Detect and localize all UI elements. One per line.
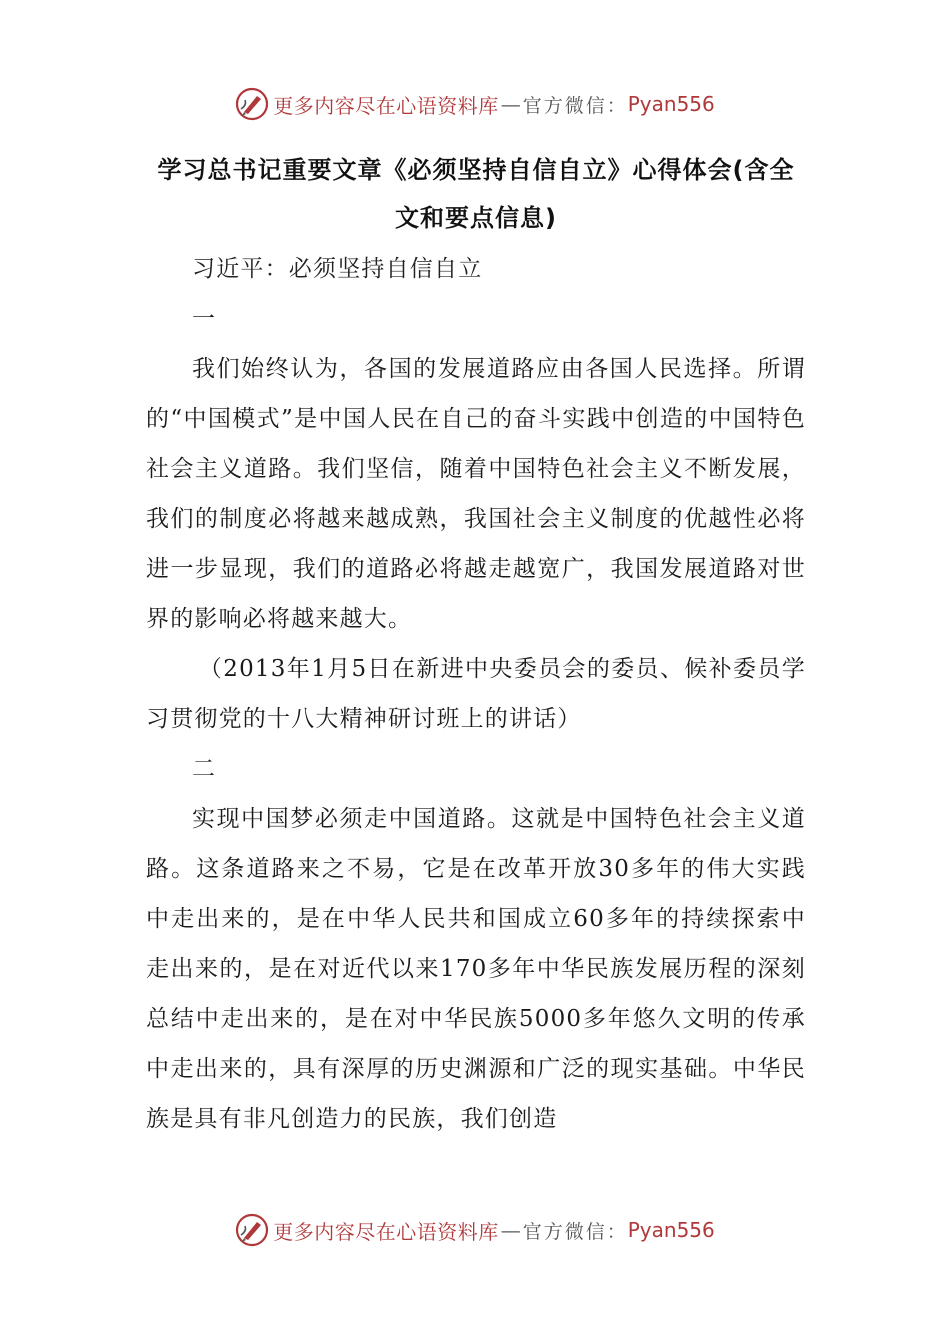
document-body — [146, 146, 806, 1144]
footer-wechat-id: Pyan556 — [627, 1218, 715, 1242]
header-wechat-label: 官方微信： — [522, 94, 628, 117]
pen-seal-logo-icon — [235, 87, 269, 121]
footer-wechat-label: 官方微信： — [522, 1220, 628, 1243]
paragraph-two: 实现中国梦必须走中国道路。这就是中国特色社会主义道路。这条道路来之不易，它是在改革开放30多年的伟大实践中走出来的，是在中华人民共和国成立60多年的持续探索中走出来的，是在对近代以来170多年中华民族发展历程的深刻总结中走出来的，是在对中华民族5000多年悠久文明的传承中走出来的，具有深厚的历史渊源和广泛的现实基础。中华民族是具有非凡创造力的民族，我们创造 — [146, 806, 806, 1132]
footer-banner-inner — [235, 1213, 715, 1247]
pen-seal-logo-icon — [235, 1213, 269, 1247]
header-banner — [0, 86, 950, 122]
paragraph-one: 我们始终认为，各国的发展道路应由各国人民选择。所谓的“中国模式”是中国人民在自己的奋斗实践中创造的中国特色社会主义道路。我们坚信，随着中国特色社会主义不断发展，我们的制度必将越来越成熟，我国社会主义制度的优越性必将进一步显现，我们的道路必将越走越宽广，我国发展道路对世界的影响必将越来越大。 — [146, 356, 806, 632]
footer-site-text: 更多内容尽在心语资料库 — [273, 1219, 499, 1244]
document-title: 学习总书记重要文章《必须坚持自信自立》心得体会(含全文和要点信息) — [157, 156, 795, 232]
header-wechat-id: Pyan556 — [627, 92, 715, 116]
document-subtitle: 习近平：必须坚持自信自立 — [192, 256, 483, 282]
footer-banner — [0, 1212, 950, 1248]
header-site-text: 更多内容尽在心语资料库 — [273, 93, 499, 118]
header-dash: — — [500, 92, 521, 116]
footer-dash: — — [500, 1218, 521, 1242]
source-note-one: （2013年1月5日在新进中央委员会的委员、候补委员学习贯彻党的十八大精神研讨班上的讲话） — [146, 656, 806, 732]
section-heading-one: 一 — [192, 306, 217, 332]
header-banner-inner — [235, 87, 715, 121]
section-heading-two: 二 — [192, 756, 217, 782]
